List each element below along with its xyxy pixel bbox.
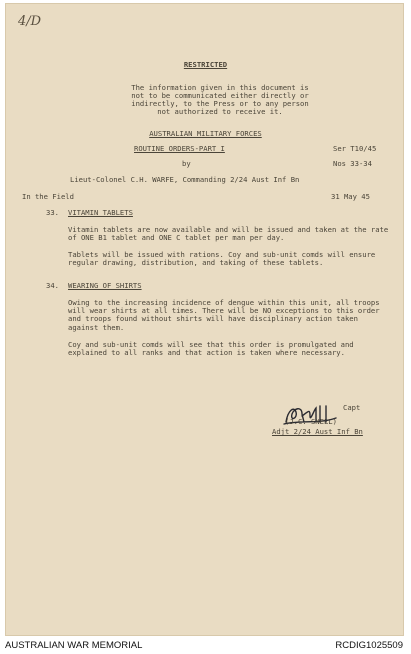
- signatory-rank: Capt: [343, 403, 361, 412]
- handwritten-mark: 4/D: [18, 14, 42, 29]
- caveat-line-2: not to be communicated either directly or: [131, 91, 309, 100]
- item-title-wearing-of-shirts: WEARING OF SHIRTS: [68, 281, 142, 290]
- item-number-34: 34.: [46, 281, 59, 290]
- item-title-vitamin-tablets: VITAMIN TABLETS: [68, 208, 133, 217]
- location: In the Field: [22, 192, 74, 201]
- item-34-paragraph-2: Coy and sub-unit comds will see that this order is promulgated and explained to all ranks and that action is taken where necessary.: [68, 340, 354, 358]
- by-label: by: [182, 159, 191, 168]
- item-number-33: 33.: [46, 208, 59, 217]
- order-title: ROUTINE ORDERS-PART I: [134, 144, 225, 153]
- signatory-name: (J.C. SNELL): [285, 417, 337, 426]
- item-33-paragraph-2: Tablets will be issued with rations. Coy and sub-unit comds will ensure regular drawing, distribution, and taking of these tablets.: [68, 250, 376, 268]
- order-numbers: Nos 33-34: [333, 159, 372, 168]
- caveat-line-1: The information given in this document is: [131, 83, 309, 92]
- footer-archive-name: AUSTRALIAN WAR MEMORIAL: [5, 640, 143, 651]
- order-date: 31 May 45: [331, 192, 370, 201]
- caveat-line-4: not authorized to receive it.: [157, 107, 283, 116]
- item-34-paragraph-1: Owing to the increasing incidence of dengue within this unit, all troops will wear shirts at all times. There will be NO exceptions to this order and troops found without shirts will have disciplinary action taken against them.: [68, 298, 380, 332]
- item-33-paragraph-1: Vitamin tablets are now available and will be issued and taken at the rate of ONE B1 tablet and ONE C tablet per man per day.: [68, 225, 389, 243]
- force-heading: AUSTRALIAN MILITARY FORCES: [149, 129, 262, 138]
- classification-heading: RESTRICTED: [183, 60, 228, 69]
- serial-number: Ser T10/45: [333, 144, 377, 153]
- signatory-appointment: Adjt 2/24 Aust Inf Bn: [272, 427, 363, 436]
- footer-record-id: RCDIG1025509: [335, 640, 403, 651]
- caveat-line-3: indirectly, to the Press or to any person: [131, 99, 309, 108]
- commander-line: Lieut-Colonel C.H. WARFE, Commanding 2/24 Aust Inf Bn: [70, 175, 300, 184]
